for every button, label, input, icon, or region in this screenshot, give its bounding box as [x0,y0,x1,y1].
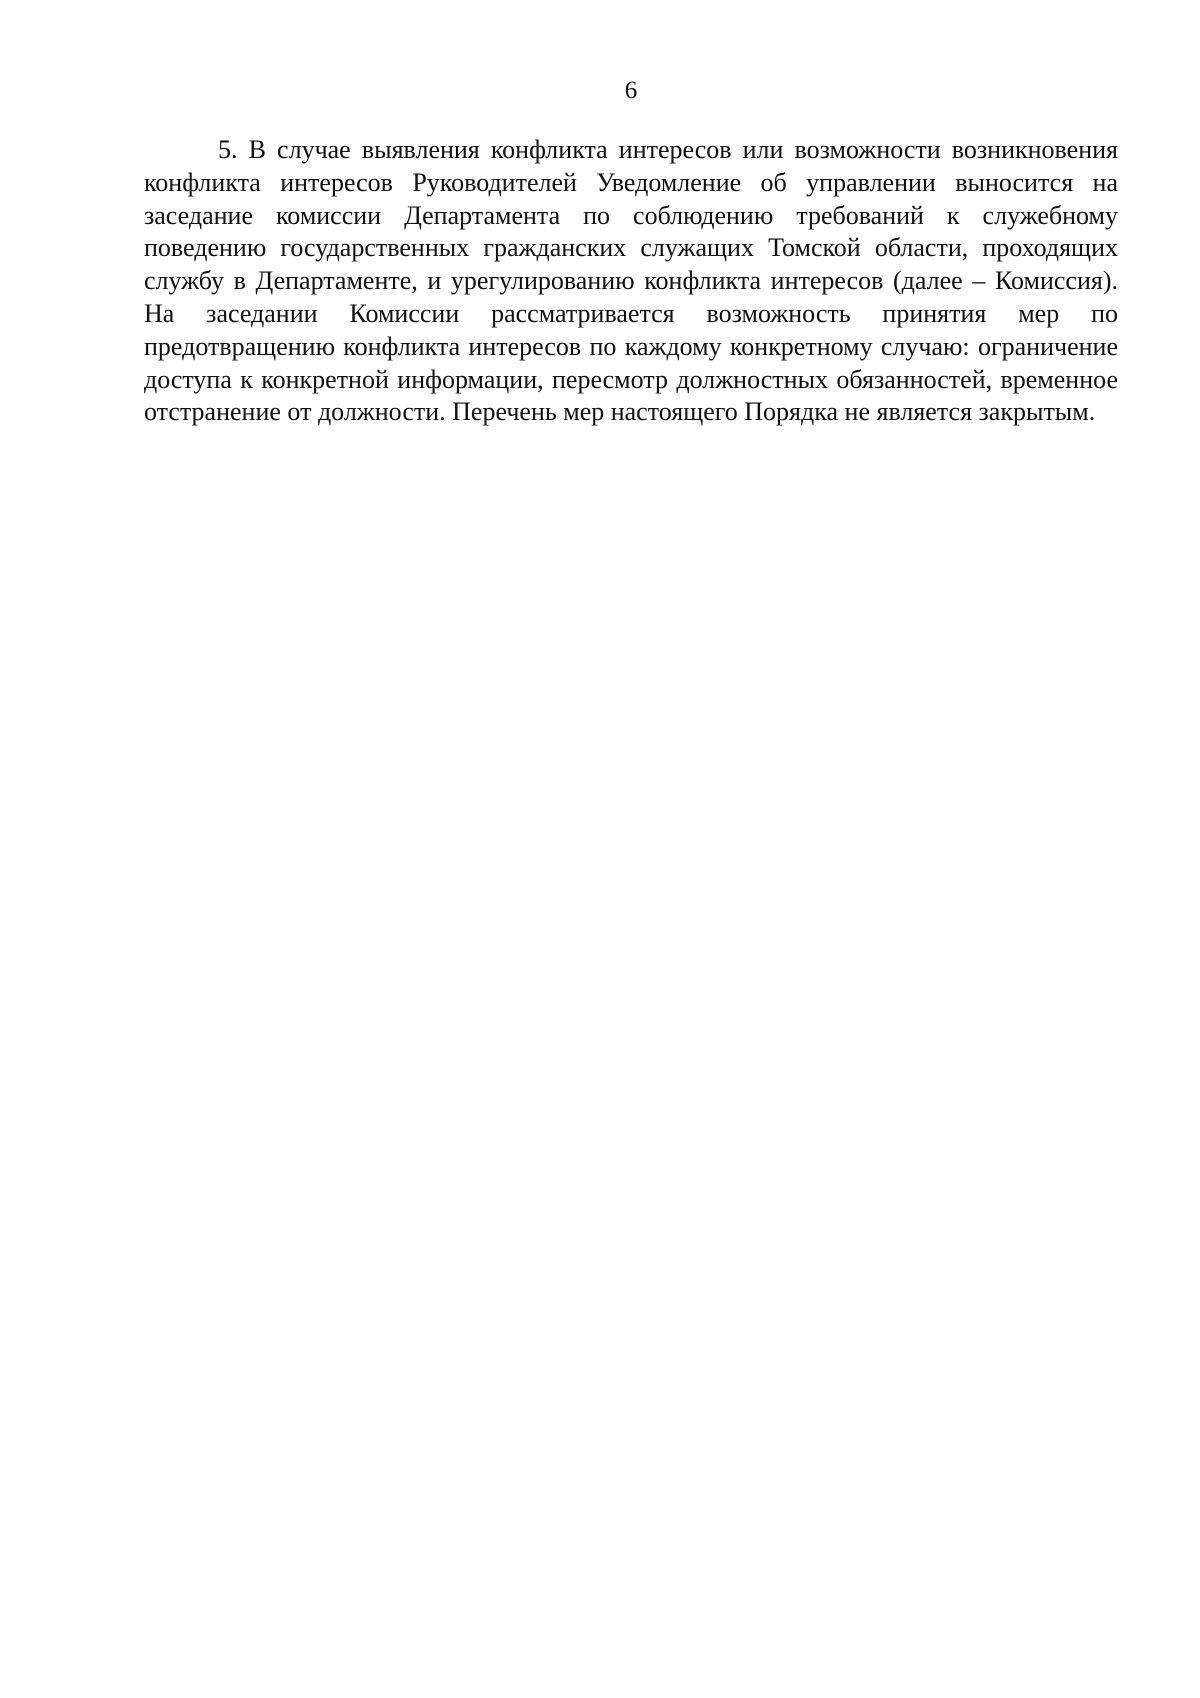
document-body [144,134,1118,429]
paragraph-5: 5. В случае выявления конфликта интересов или возможности возникновения конфликта интересов Руководителей Уведомление об управлении выносится на заседание комиссии Департамента по соблюдению требований к служебному поведению государственных гражданских служащих Томской области, проходящих службу в Департаменте, и урегулированию конфликта интересов (далее – Комиссия). На заседании Комиссии рассматривается возможность принятия мер по предотвращению конфликта интересов по каждому конкретному случаю: ограничение доступа к конкретной информации, пересмотр должностных обязанностей, временное отстранение от должности. Перечень мер настоящего Порядка не является закрытым. [144,135,1118,427]
page-number: 6 [624,77,638,104]
